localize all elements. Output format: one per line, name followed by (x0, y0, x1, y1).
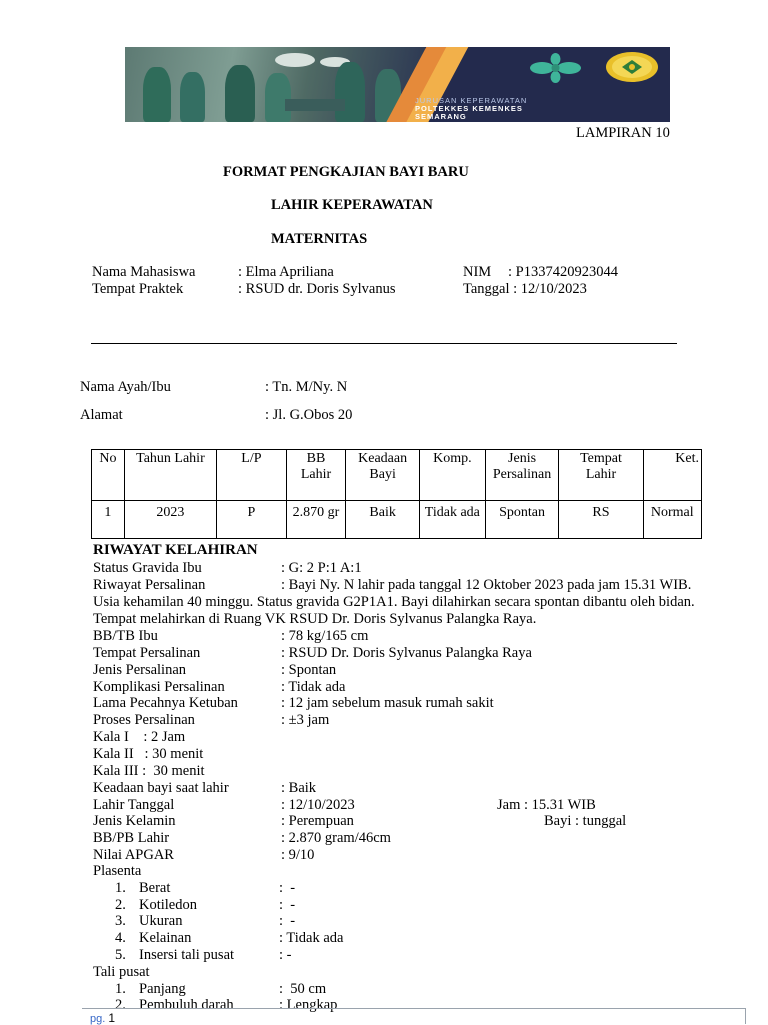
cell-no: 1 (92, 501, 125, 539)
nim-label: NIM (463, 264, 492, 280)
apgar-label: Nilai APGAR (93, 847, 174, 863)
mother-weight-height-label: BB/TB Ibu (93, 628, 158, 644)
practice-place-label: Tempat Praktek (92, 281, 184, 297)
parent-name-value: : Tn. M/Ny. N (265, 379, 348, 395)
baby-condition-label: Keadaan bayi saat lahir (93, 780, 229, 796)
kemenkes-logo-icon (528, 52, 583, 84)
umbilical-item-value: : 50 cm (279, 981, 327, 997)
delivery-history-value: : Bayi Ny. N lahir pada tanggal 12 Oktober 2023 pada jam 15.31 WIB. (281, 577, 692, 593)
poltekkes-emblem-icon (605, 51, 659, 83)
address-value: : Jl. G.Obos 20 (265, 407, 353, 423)
col-header-notes: Ket. (643, 450, 701, 501)
birth-weight-length-value: : 2.870 gram/46cm (281, 830, 391, 846)
umbilical-item-label: Pembuluh darah (139, 997, 234, 1013)
umbilical-item-value: : Lengkap (279, 997, 338, 1013)
baby-condition-value: : Baik (281, 780, 317, 796)
cell-sex: P (217, 501, 287, 539)
col-header-birth-weight: BB Lahir (286, 450, 345, 501)
delivery-place-value: : RSUD Dr. Doris Sylvanus Palangka Raya (281, 645, 532, 661)
nim-value: : P1337420923044 (508, 264, 618, 280)
placenta-item-value: : - (279, 897, 296, 913)
placenta-item-value: : - (279, 913, 296, 929)
col-header-birth-place: Tempat Lahir (559, 450, 643, 501)
sex-value: : Perempuan (281, 813, 354, 829)
complication-value: : Tidak ada (281, 679, 346, 695)
stage-3: Kala III : 30 menit (93, 763, 205, 779)
parent-name-label: Nama Ayah/Ibu (80, 379, 171, 395)
labor-process-value: : ±3 jam (281, 712, 330, 728)
page-number (90, 1011, 115, 1025)
stage-1: Kala I : 2 Jam (93, 729, 186, 745)
document-title-line-3: MATERNITAS (271, 231, 368, 247)
col-header-sex: L/P (217, 450, 287, 501)
cell-year: 2023 (124, 501, 216, 539)
divider-line (91, 343, 677, 344)
date-field: Tanggal : 12/10/2023 (463, 281, 587, 297)
stage-2: Kala II : 30 menit (93, 746, 204, 762)
footer-divider-right (745, 1008, 746, 1024)
placenta-item-label: Kotiledon (139, 897, 197, 913)
complication-label: Komplikasi Persalinan (93, 679, 225, 695)
cell-delivery-type: Spontan (485, 501, 559, 539)
placenta-item-value: : Tidak ada (279, 930, 344, 946)
delivery-history-line-2: Usia kehamilan 40 minggu. Status gravida G2P1A1. Bayi dilahirkan secara spontan dibantu oleh bidan. (93, 594, 695, 610)
placenta-item-value: : - (279, 947, 292, 963)
header-banner (125, 47, 670, 122)
membrane-rupture-label: Lama Pecahnya Ketuban (93, 695, 238, 711)
apgar-value: : 9/10 (281, 847, 315, 863)
cell-baby-condition: Baik (346, 501, 420, 539)
page-number-prefix: pg. (90, 1013, 106, 1025)
birth-weight-length-label: BB/PB Lahir (93, 830, 170, 846)
operating-room-photo (125, 47, 425, 122)
cell-notes: Normal (643, 501, 701, 539)
footer-divider (82, 1008, 745, 1009)
section-heading-birth-history: RIWAYAT KELAHIRAN (93, 542, 258, 558)
umbilical-item-label: Panjang (139, 981, 186, 997)
delivery-place-label: Tempat Persalinan (93, 645, 201, 661)
placenta-item-number: 5. (115, 947, 126, 963)
placenta-item-number: 1. (115, 880, 126, 896)
lampiran-label: LAMPIRAN 10 (576, 125, 670, 141)
placenta-item-label: Berat (139, 880, 171, 896)
baby-count-value: Bayi : tunggal (544, 813, 627, 829)
placenta-label: Plasenta (93, 863, 142, 879)
cell-birth-place: RS (559, 501, 643, 539)
col-header-year: Tahun Lahir (124, 450, 216, 501)
membrane-rupture-value: : 12 jam sebelum masuk rumah sakit (281, 695, 494, 711)
address-label: Alamat (80, 407, 123, 423)
placenta-item-label: Kelainan (139, 930, 192, 946)
delivery-history-label: Riwayat Persalinan (93, 577, 206, 593)
document-title-line-1: FORMAT PENGKAJIAN BAYI BARU (223, 164, 469, 180)
table-header-row (92, 450, 702, 501)
birth-date-value: : 12/10/2023 (281, 797, 355, 813)
labor-process-label: Proses Persalinan (93, 712, 195, 728)
cell-birth-weight: 2.870 gr (286, 501, 345, 539)
placenta-item-number: 4. (115, 930, 126, 946)
placenta-item-number: 3. (115, 913, 126, 929)
placenta-item-number: 2. (115, 897, 126, 913)
banner-line-3: SEMARANG (415, 112, 467, 121)
col-header-no: No (92, 450, 125, 501)
col-header-baby-condition: Keadaan Bayi (346, 450, 420, 501)
banner-line-2: POLTEKKES KEMENKES (415, 104, 523, 113)
umbilical-item-number: 2. (115, 997, 126, 1013)
delivery-type-value: : Spontan (281, 662, 337, 678)
practice-place-value: : RSUD dr. Doris Sylvanus (238, 281, 396, 297)
sex-label: Jenis Kelamin (93, 813, 176, 829)
table-row (92, 501, 702, 539)
student-name-label: Nama Mahasiswa (92, 264, 196, 280)
birth-time-value: Jam : 15.31 WIB (497, 797, 596, 813)
umbilical-cord-label: Tali pusat (93, 964, 150, 980)
children-history-table (91, 449, 702, 539)
page-number-value: 1 (108, 1011, 116, 1025)
student-name-value: : Elma Apriliana (238, 264, 334, 280)
mother-weight-height-value: : 78 kg/165 cm (281, 628, 369, 644)
banner-line-1: JURUSAN KEPERAWATAN (415, 96, 528, 105)
delivery-type-label: Jenis Persalinan (93, 662, 187, 678)
col-header-complication: Komp. (420, 450, 486, 501)
placenta-item-value: : - (279, 880, 296, 896)
delivery-history-line-3: Tempat melahirkan di Ruang VK RSUD Dr. Doris Sylvanus Palangka Raya. (93, 611, 537, 627)
document-title-line-2: LAHIR KEPERAWATAN (271, 197, 433, 213)
col-header-delivery-type: Jenis Persalinan (485, 450, 559, 501)
cell-complication: Tidak ada (420, 501, 486, 539)
placenta-item-label: Ukuran (139, 913, 183, 929)
gravida-value: : G: 2 P:1 A:1 (281, 560, 362, 576)
umbilical-item-number: 1. (115, 981, 126, 997)
birth-date-label: Lahir Tanggal (93, 797, 175, 813)
placenta-item-label: Insersi tali pusat (139, 947, 235, 963)
gravida-label: Status Gravida Ibu (93, 560, 202, 576)
